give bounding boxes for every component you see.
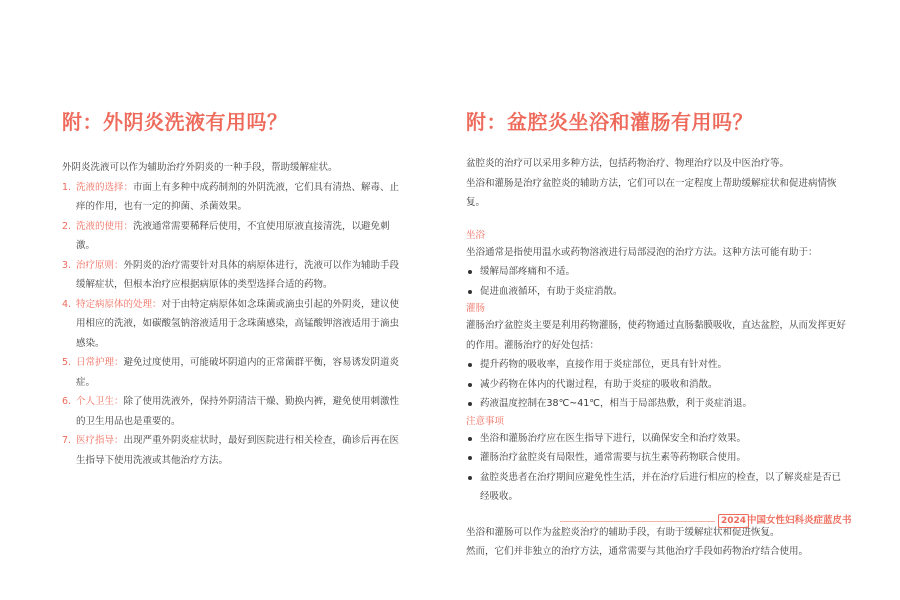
right-column <box>466 108 850 562</box>
left-intro: 外阴炎洗液可以作为辅助治疗外阴炎的一种手段，帮助缓解症状。 <box>62 162 338 173</box>
item-number: 5. <box>62 357 72 368</box>
bullet-item: 促进血液循环，有助于炎症消散。 <box>466 282 850 302</box>
item-number: 3. <box>62 259 72 271</box>
bullet-item: 提升药物的吸收率，直接作用于炎症部位，更具有针对性。 <box>466 355 850 375</box>
item-label: 医疗指导： <box>76 435 124 446</box>
left-column <box>62 108 402 470</box>
footer-rule <box>560 521 715 522</box>
item-text: 外阴炎的治疗需要针对具体的病原体进行，洗液可以作为辅助手段缓解症状，但根本治疗应根据病原体的类型选择合适的药物。 <box>76 259 400 290</box>
list-item <box>62 256 402 295</box>
bullet-item: 缓解局部疼痛和不适。 <box>466 262 850 282</box>
item-label: 洗液的使用： <box>76 220 134 232</box>
list-item <box>62 392 402 431</box>
bullet-item: 坐浴和灌肠治疗应在医生指导下进行，以确保安全和治疗效果。 <box>466 429 850 449</box>
left-title: 附：外阴炎洗液有用吗？ <box>62 110 288 134</box>
bullet-list <box>466 262 850 301</box>
list-item <box>62 295 402 354</box>
item-text: 除了使用洗液外，保持外阴清洁干燥、勤换内裤，避免使用刺激性的卫生用品也是重要的。 <box>76 396 400 427</box>
item-label: 个人卫生： <box>76 396 124 407</box>
intro-line: 坐浴和灌肠是治疗盆腔炎的辅助方法，它们可以在一定程度上帮助缓解症状和促进病情恢复。 <box>466 177 837 208</box>
section-text: 坐浴通常是指使用温水或药物溶液进行局部浸泡的治疗方法。这种方法可能有助于： <box>466 246 818 258</box>
item-label: 治疗原则： <box>76 259 124 271</box>
bullet-item: 灌肠治疗盆腔炎有局限性，通常需要与抗生素等药物联合使用。 <box>466 448 850 468</box>
left-item-list <box>62 178 402 471</box>
summary-line: 坐浴和灌肠可以作为盆腔炎治疗的辅助手段，有助于缓解症状和促进恢复。 <box>466 526 780 538</box>
item-number: 2. <box>62 220 72 232</box>
footer-brand: 中国女性妇科炎症蓝皮书 <box>747 515 852 526</box>
list-item <box>62 217 402 256</box>
summary-line: 然而，它们并非独立的治疗方法，通常需要与其他治疗手段如药物治疗结合使用。 <box>466 546 809 557</box>
section-heading-notes: 注意事项 <box>466 415 505 427</box>
item-label: 洗液的选择： <box>76 181 134 193</box>
bullet-item: 减少药物在体内的代谢过程，有助于炎症的吸收和消散。 <box>466 375 850 395</box>
list-item <box>62 353 402 392</box>
item-number: 7. <box>62 435 72 446</box>
item-label: 日常护理： <box>76 357 124 368</box>
bullet-item: 盆腔炎患者在治疗期间应避免性生活，并在治疗后进行相应的检查，以了解炎症是否已经吸收。 <box>466 468 850 507</box>
item-number: 6. <box>62 396 72 407</box>
item-text: 洗液通常需要稀释后使用，不宜使用原液直接清洗，以避免刺激。 <box>76 220 390 251</box>
intro-line: 盆腔炎的治疗可以采用多种方法，包括药物治疗、物理治疗以及中医治疗等。 <box>466 158 790 169</box>
item-number: 1. <box>62 181 72 193</box>
list-item <box>62 178 402 217</box>
list-item <box>62 431 402 470</box>
item-number: 4. <box>62 298 72 310</box>
bullet-item: 药液温度控制在38℃~41℃，相当于局部热敷，利于炎症消退。 <box>466 394 850 414</box>
bullet-list <box>466 429 850 507</box>
item-text: 避免过度使用，可能破坏阴道内的正常菌群平衡，容易诱发阴道炎症。 <box>76 357 400 388</box>
section-heading-sitz-bath: 坐浴 <box>466 229 486 241</box>
footer-year-badge: 2024 <box>718 514 749 528</box>
item-text: 对于由特定病原体如念珠菌或滴虫引起的外阴炎，建议使用相应的洗液，如碳酸氢钠溶液适用于念珠菌感染，高锰酸钾溶液适用于滴虫感染。 <box>76 298 400 349</box>
item-label: 特定病原体的处理： <box>76 298 162 310</box>
right-title: 附：盆腔炎坐浴和灌肠有用吗？ <box>466 110 753 134</box>
section-text: 灌肠治疗盆腔炎主要是利用药物灌肠，使药物通过直肠黏膜吸收，直达盆腔，从而发挥更好的作用。灌肠治疗的好处包括： <box>466 320 847 351</box>
footer <box>560 514 874 528</box>
item-text: 市面上有多种中成药制剂的外阴洗液，它们具有清热、解毒、止痒的作用，也有一定的抑菌、杀菌效果。 <box>76 181 400 212</box>
item-text: 出现严重外阴炎症状时，最好到医院进行相关检查，确诊后再在医生指导下使用洗液或其他治疗方法。 <box>76 435 400 466</box>
summary <box>466 523 850 562</box>
bullet-list <box>466 355 850 414</box>
right-intro <box>466 154 850 213</box>
section-heading-enema: 灌肠 <box>466 303 486 314</box>
